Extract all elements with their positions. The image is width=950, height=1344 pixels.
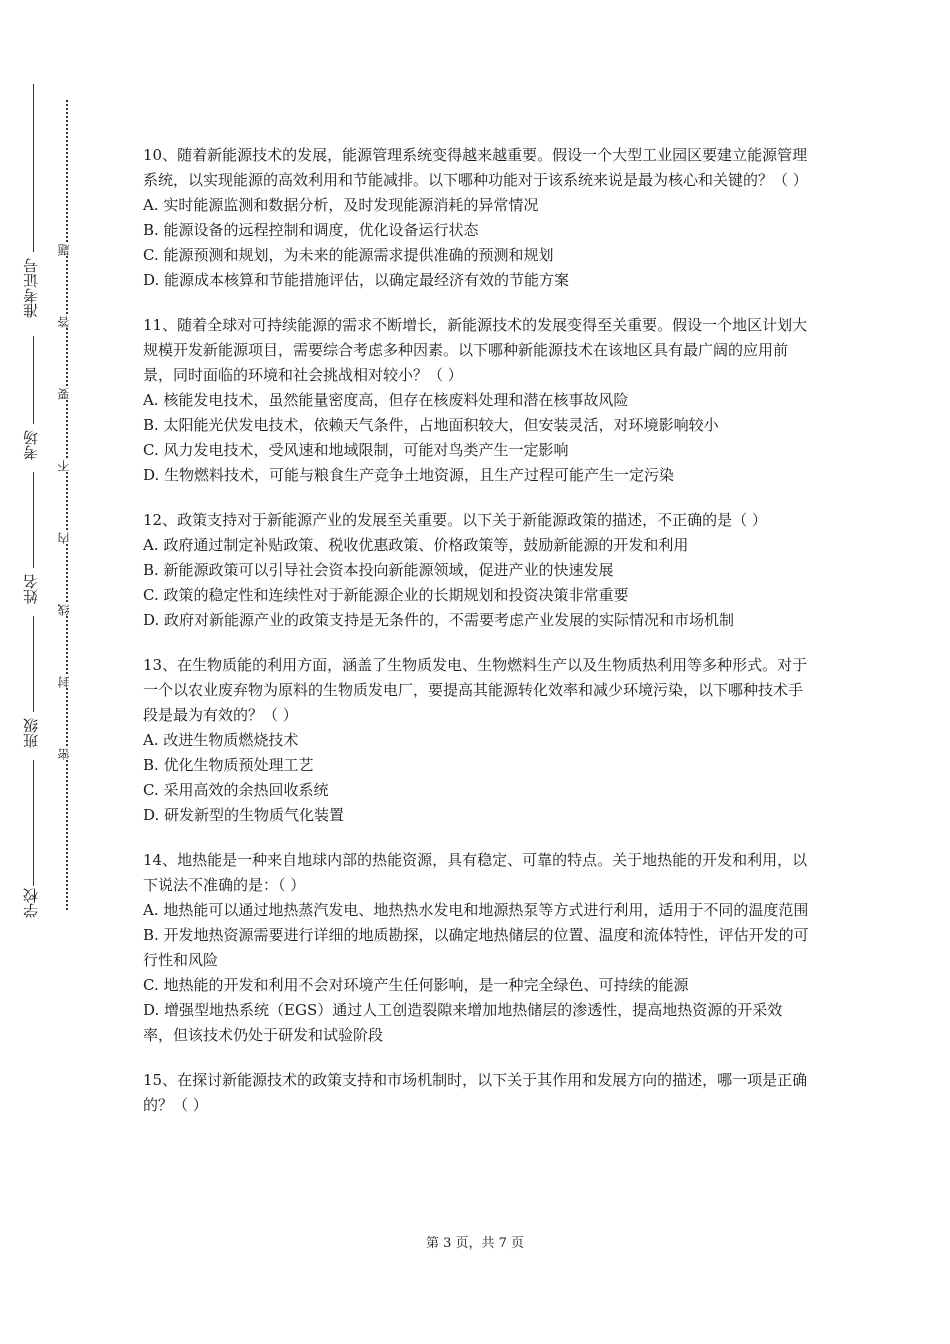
seal-char: 密 [57, 748, 75, 760]
seal-char: 内 [57, 532, 75, 544]
question-list [143, 143, 811, 1138]
class-label: 班级 [22, 718, 40, 748]
question-stem: 10、随着新能源技术的发展，能源管理系统变得越来越重要。假设一个大型工业园区要建立能源管理系统，以实现能源的高效利用和节能减排。以下哪种功能对于该系统来说是最为核心和关键的？（ ） [143, 146, 808, 189]
question-15 [143, 1068, 811, 1118]
seal-char: 答 [57, 316, 75, 328]
exam-number-label: 准考证号 [22, 258, 40, 318]
page-number: 第 3 页，共 7 页 [425, 1236, 525, 1251]
option-a: A. 核能发电技术，虽然能量密度高，但存在核废料处理和潜在核事故风险 [143, 391, 629, 409]
question-stem: 15、在探讨新能源技术的政策支持和市场机制时，以下关于其作用和发展方向的描述，哪一项是正确的？（ ） [143, 1071, 808, 1114]
seal-char: 不 [57, 460, 75, 472]
option-c: C. 地热能的开发和利用不会对环境产生任何影响，是一种完全绿色、可持续的能源 [143, 976, 689, 994]
option-d: D. 增强型地热系统（EGS）通过人工创造裂隙来增加地热储层的渗透性，提高地热资源的开采效率，但该技术仍处于研发和试验阶段 [143, 1001, 783, 1044]
binding-margin [0, 0, 110, 1344]
name-label: 姓名 [22, 574, 40, 604]
class-line [33, 616, 34, 712]
question-stem: 12、政策支持对于新能源产业的发展至关重要。以下关于新能源政策的描述，不正确的是（ ） [143, 511, 767, 529]
question-10 [143, 143, 811, 293]
option-b: B. 新能源政策可以引导社会资本投向新能源领域，促进产业的快速发展 [143, 561, 614, 579]
option-b: B. 太阳能光伏发电技术，依赖天气条件，占地面积较大，但安装灵活，对环境影响较小 [143, 416, 719, 434]
option-a: A. 改进生物质燃烧技术 [143, 731, 299, 749]
seal-char: 题 [57, 244, 75, 256]
question-12 [143, 508, 811, 633]
option-b: B. 能源设备的远程控制和调度，优化设备运行状态 [143, 221, 479, 239]
question-stem: 11、随着全球对可持续能源的需求不断增长，新能源技术的发展变得至关重要。假设一个地区计划大规模开发新能源项目，需要综合考虑多种因素。以下哪种新能源技术在该地区具有最广阔的应用前景，同时面临的环境和社会挑战相对较小？（ ） [143, 316, 808, 384]
option-b: B. 优化生物质预处理工艺 [143, 756, 314, 774]
school-label: 学校 [22, 888, 40, 918]
option-a: A. 地热能可以通过地热蒸汽发电、地热热水发电和地源热泵等方式进行利用，适用于不同的温度范围 [143, 901, 809, 919]
question-13 [143, 653, 811, 828]
question-stem: 14、地热能是一种来自地球内部的热能资源，具有稳定、可靠的特点。关于地热能的开发和利用，以下说法不准确的是：（ ） [143, 851, 808, 894]
option-b: B. 开发地热资源需要进行详细的地质勘探，以确定地热储层的位置、温度和流体特性，评估开发的可行性和风险 [143, 926, 809, 969]
option-c: C. 风力发电技术，受风速和地域限制，可能对鸟类产生一定影响 [143, 441, 569, 459]
exam-number-line [33, 84, 34, 252]
exam-room-label: 考场 [22, 430, 40, 460]
question-14 [143, 848, 811, 1048]
school-line [33, 760, 34, 886]
name-line [33, 472, 34, 568]
seal-char: 要 [57, 388, 75, 400]
option-d: D. 能源成本核算和节能措施评估，以确定最经济有效的节能方案 [143, 271, 570, 289]
seal-dotted-line [66, 100, 68, 910]
option-a: A. 政府通过制定补贴政策、税收优惠政策、价格政策等，鼓励新能源的开发和利用 [143, 536, 689, 554]
option-d: D. 政府对新能源产业的政策支持是无条件的，不需要考虑产业发展的实际情况和市场机制 [143, 611, 735, 629]
question-stem: 13、在生物质能的利用方面，涵盖了生物质发电、生物燃料生产以及生物质热利用等多种形式。对于一个以农业废弃物为原料的生物质发电厂，要提高其能源转化效率和减少环境污染，以下哪种技术手段是最为有效的？（ ） [143, 656, 808, 724]
option-a: A. 实时能源监测和数据分析，及时发现能源消耗的异常情况 [143, 196, 539, 214]
seal-char: 线 [57, 604, 75, 616]
question-11 [143, 313, 811, 488]
option-c: C. 能源预测和规划，为未来的能源需求提供准确的预测和规划 [143, 246, 554, 264]
exam-room-line-top [33, 336, 34, 424]
option-d: D. 研发新型的生物质气化装置 [143, 806, 345, 824]
option-c: C. 采用高效的余热回收系统 [143, 781, 329, 799]
option-d: D. 生物燃料技术，可能与粮食生产竞争土地资源，且生产过程可能产生一定污染 [143, 466, 675, 484]
seal-char: 封 [57, 676, 75, 688]
option-c: C. 政策的稳定性和连续性对于新能源企业的长期规划和投资决策非常重要 [143, 586, 629, 604]
